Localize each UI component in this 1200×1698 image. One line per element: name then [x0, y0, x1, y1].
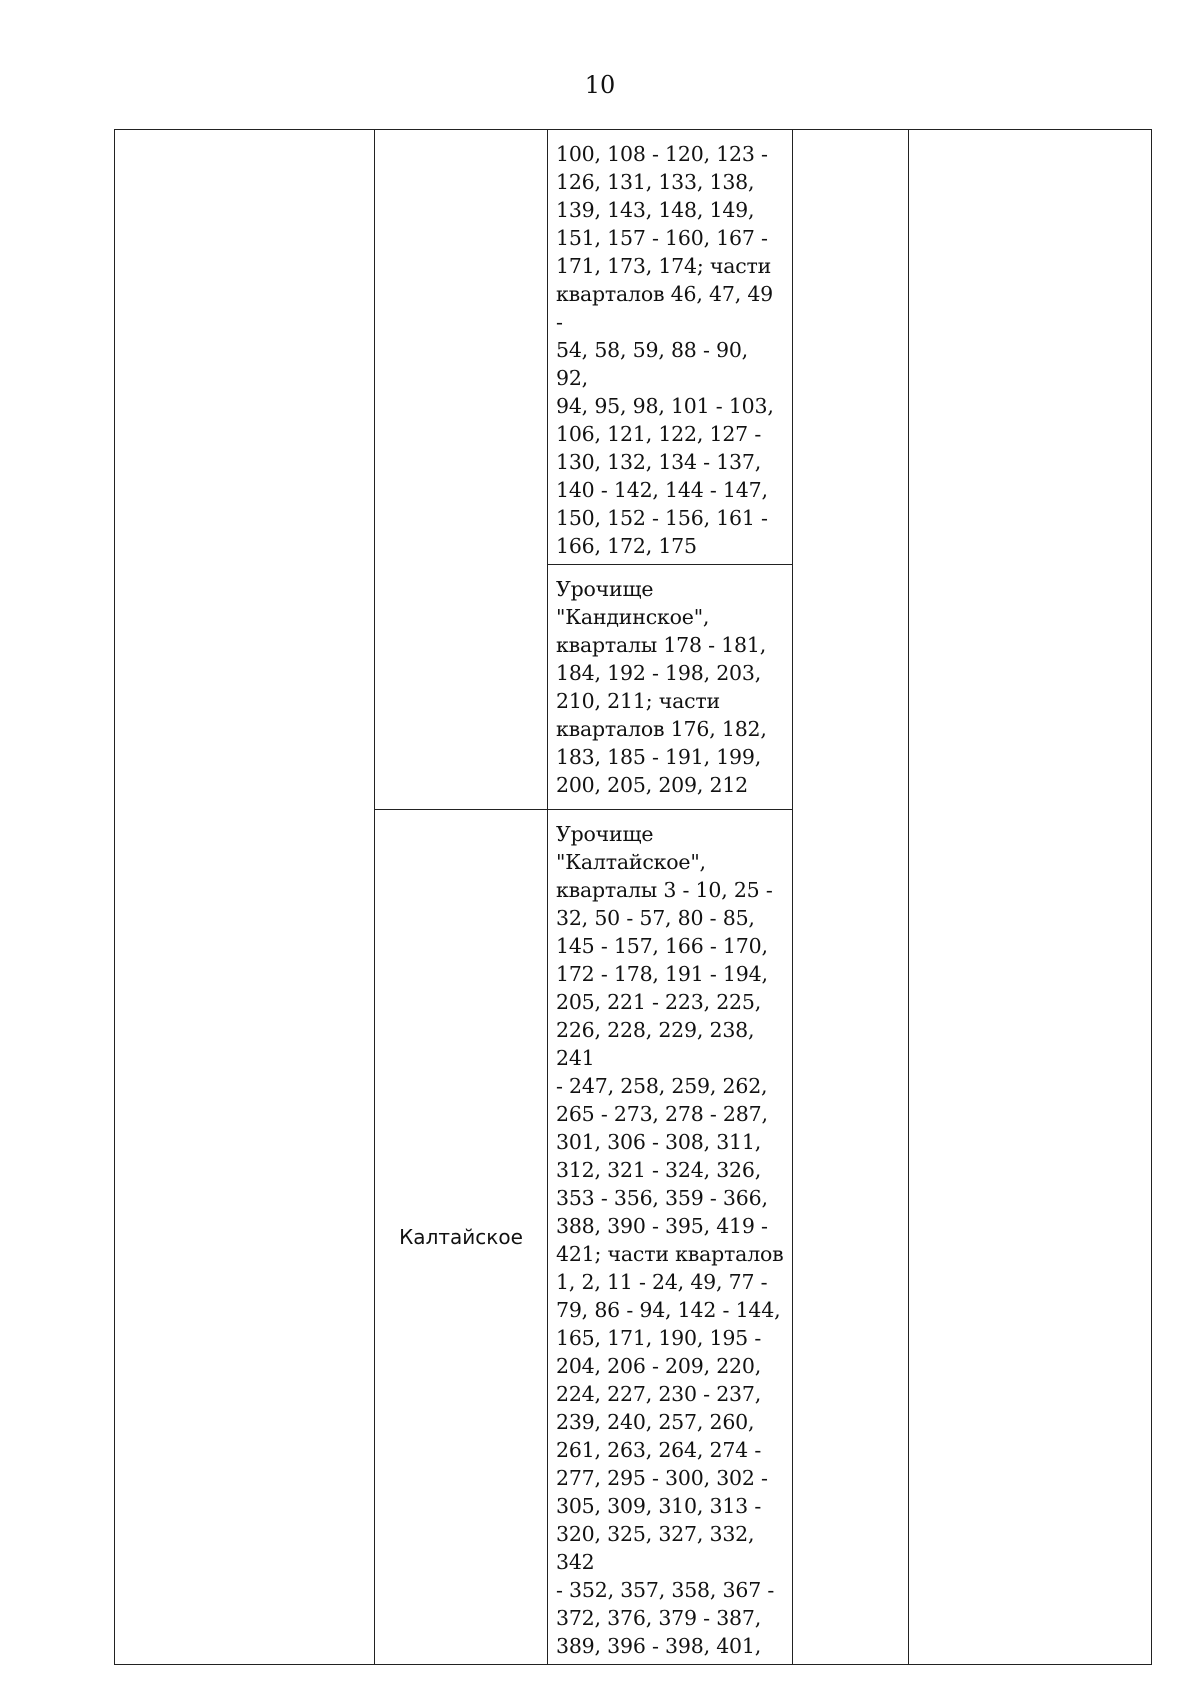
- region-cell: [115, 130, 375, 1665]
- area-cell: [793, 130, 909, 1665]
- tract-text: 100, 108 - 120, 123 - 126, 131, 133, 138, 139, 143, 148, 149, 151, 157 - 160, 167 - 171, 173, 174; части кварталов 46, 47, 49 - 54, 58, 59, 88 - 90, 92, 94, 95, 98, 101 - 103, 106, 121, 122, 127 - 130, 132, 134 - 137, 140 - 142, 144 - 147, 150, 152 - 156, 161 - 166, 172, 175: [556, 142, 774, 558]
- tract-text: Урочище "Калтайское", кварталы 3 - 10, 25 - 32, 50 - 57, 80 - 85, 145 - 157, 166 - 170, 172 - 178, 191 - 194, 205, 221 - 223, 225, 226, 228, 229, 238, 241 - 247, 258, 259, 262, 265 - 273, 278 - 287, 301, 306 - 308, 311, 312, 321 - 324, 326, 353 - 356, 359 - 366, 388, 390 - 395, 419 - 421; части кварталов 1, 2, 11 - 24, 49, 77 - 79, 86 - 94, 142 - 144, 165, 171, 190, 195 - 204, 206 - 209, 220, 224, 227, 230 - 237, 239, 240, 257, 260, 261, 263, 264, 274 - 277, 295 - 300, 302 - 305, 309, 310, 313 - 320, 325, 327, 332, 342 - 352, 357, 358, 367 - 372, 376, 379 - 387, 389, 396 - 398, 401,: [556, 822, 784, 1658]
- tract-cell: [548, 810, 793, 1665]
- tract-cell: [548, 130, 793, 565]
- forestry-name: Калтайское: [375, 810, 548, 1665]
- page-number: 10: [584, 71, 616, 99]
- forest-tracts-table: [114, 129, 1152, 1665]
- notes-cell: [909, 130, 1152, 1665]
- forestry-cell: [375, 130, 548, 810]
- tract-text: Урочище "Кандинское", кварталы 178 - 181, 184, 192 - 198, 203, 210, 211; части кварталов 176, 182, 183, 185 - 191, 199, 200, 205, 209, 212: [556, 577, 767, 797]
- tract-cell: [548, 565, 793, 810]
- table-row: [115, 130, 1152, 565]
